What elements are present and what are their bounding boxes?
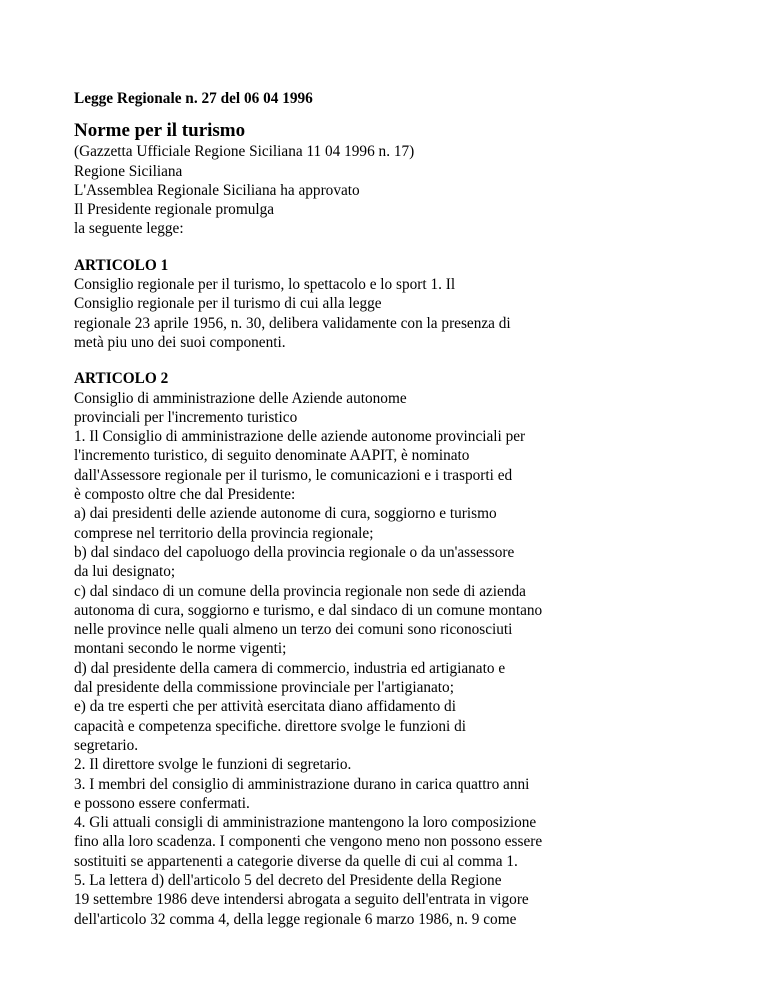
article-2-line: e possono essere confermati. (74, 794, 250, 812)
intro-section (74, 142, 734, 238)
article-2-line: provinciali per l'incremento turistico (74, 408, 298, 426)
article-1 (74, 256, 734, 352)
article-2-line: b) dal sindaco del capoluogo della provincia regionale o da un'assessore (74, 543, 515, 561)
gazette-reference: (Gazzetta Ufficiale Regione Siciliana 11 04 1996 n. 17) (74, 143, 415, 161)
article-2-line: c) dal sindaco di un comune della provincia regionale non sede di azienda (74, 582, 526, 600)
article-2-line: da lui designato; (74, 563, 176, 581)
article-2-line: 3. I membri del consiglio di amministrazione durano in carica quattro anni (74, 775, 530, 793)
article-1-heading: ARTICOLO 1 (74, 256, 169, 274)
following-law-line: la seguente legge: (74, 220, 184, 238)
article-2-line: 1. Il Consiglio di amministrazione delle aziende autonome provinciali per (74, 428, 526, 446)
article-2-line: è composto oltre che dal Presidente: (74, 486, 296, 504)
article-2-line: d) dal presidente della camera di commercio, industria ed artigianato e (74, 659, 506, 677)
president-promulgation-line: Il Presidente regionale promulga (74, 201, 275, 219)
article-2-line: dal presidente della commissione provinciale per l'artigianato; (74, 679, 454, 697)
article-2-line: l'incremento turistico, di seguito denominate AAPIT, è nominato (74, 447, 470, 465)
article-2-line: dell'articolo 32 comma 4, della legge regionale 6 marzo 1986, n. 9 come (74, 910, 517, 928)
article-2-line: segretario. (74, 736, 139, 754)
article-2-line: 4. Gli attuali consigli di amministrazione mantengono la loro composizione (74, 814, 537, 832)
article-2-line: sostituiti se appartenenti a categorie diverse da quelle di cui al comma 1. (74, 852, 518, 870)
article-1-line: metà piu uno dei suoi componenti. (74, 333, 286, 351)
law-reference-header: Legge Regionale n. 27 del 06 04 1996 (74, 90, 313, 107)
article-2-line: montani secondo le norme vigenti; (74, 640, 287, 658)
article-2-line: comprese nel territorio della provincia regionale; (74, 524, 374, 542)
article-2-line: Consiglio di amministrazione delle Aziende autonome (74, 389, 407, 407)
article-2-line: autonoma di cura, soggiorno e turismo, e dal sindaco di un comune montano (74, 601, 543, 619)
article-1-line: Consiglio regionale per il turismo di cui alla legge (74, 295, 382, 313)
article-2 (74, 369, 734, 929)
article-1-line: regionale 23 aprile 1956, n. 30, delibera validamente con la presenza di (74, 314, 511, 332)
article-2-line: a) dai presidenti delle aziende autonome di cura, soggiorno e turismo (74, 505, 497, 523)
article-2-line: nelle province nelle quali almeno un terzo dei comuni sono riconosciuti (74, 621, 513, 639)
article-2-line: e) da tre esperti che per attività esercitata diano affidamento di (74, 698, 456, 716)
law-title: Norme per il turismo (74, 120, 246, 142)
region-line: Regione Siciliana (74, 162, 183, 180)
article-2-line: fino alla loro scadenza. I componenti che vengono meno non possono essere (74, 833, 543, 851)
article-1-line: Consiglio regionale per il turismo, lo spettacolo e lo sport 1. Il (74, 276, 456, 294)
document-page (74, 89, 734, 946)
article-2-line: dall'Assessore regionale per il turismo, le comunicazioni e i trasporti ed (74, 466, 513, 484)
article-2-heading: ARTICOLO 2 (74, 370, 169, 388)
article-2-line: 19 settembre 1986 deve intendersi abrogata a seguito dell'entrata in vigore (74, 891, 529, 909)
article-2-line: capacità e competenza specifiche. direttore svolge le funzioni di (74, 717, 467, 735)
assembly-approval-line: L'Assemblea Regionale Siciliana ha approvato (74, 181, 360, 199)
article-2-line: 5. La lettera d) dell'articolo 5 del decreto del Presidente della Regione (74, 871, 502, 889)
article-2-line: 2. Il direttore svolge le funzioni di segretario. (74, 756, 352, 774)
